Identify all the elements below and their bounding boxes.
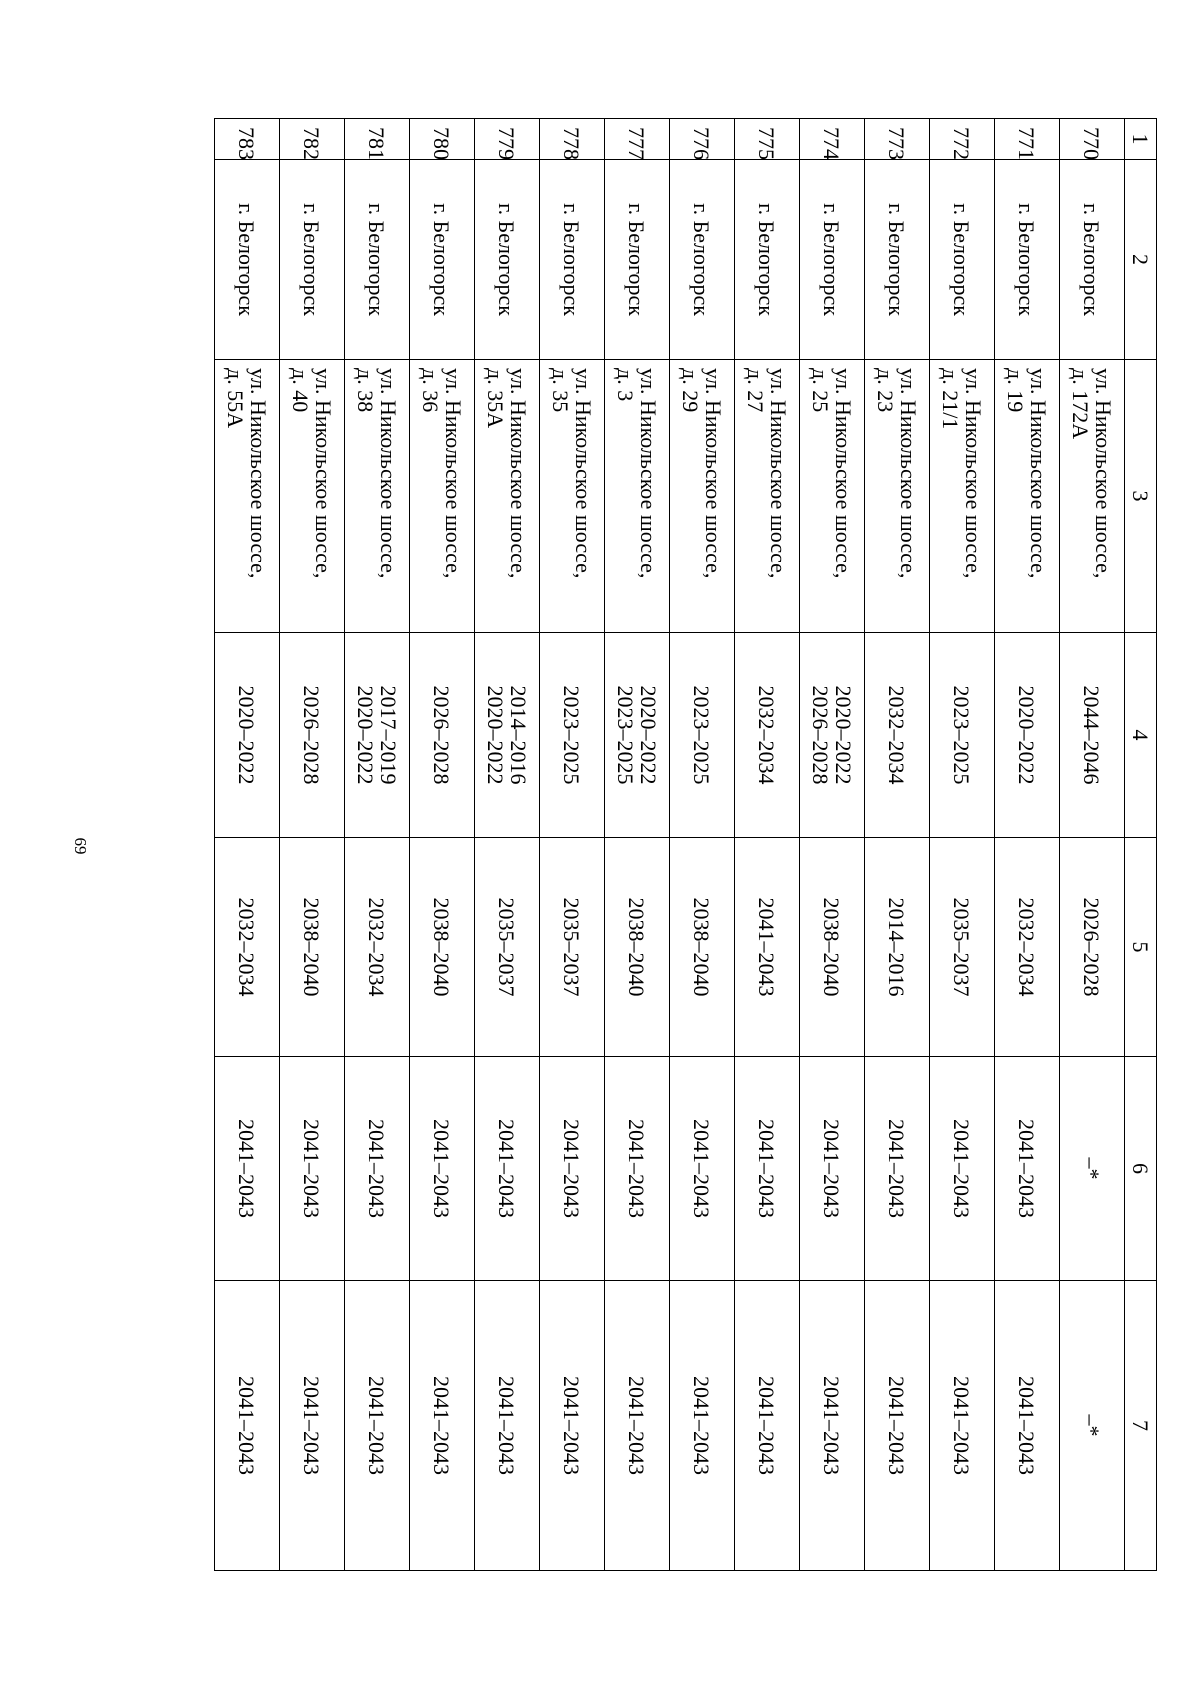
table-row <box>800 119 865 1571</box>
table-row <box>280 119 345 1571</box>
table-cell <box>280 119 345 160</box>
table-cell <box>1060 119 1125 160</box>
table-cell <box>605 1057 670 1281</box>
cell-text: 2041–2043 <box>689 1376 715 1475</box>
table-cell <box>215 838 280 1057</box>
cell-text: ул. Никольское шоссе, <box>961 368 986 579</box>
header-cell: 2 <box>1125 160 1157 360</box>
cell-text: 2038–2040 <box>299 897 325 997</box>
table-row <box>475 119 540 1571</box>
table-cell <box>540 160 605 360</box>
cell-text: ул. Никольское шоссе, <box>1026 368 1051 579</box>
cell-text: д. 25 <box>808 368 833 413</box>
table-cell <box>215 1281 280 1571</box>
cell-text: ул. Никольское шоссе, <box>766 368 791 579</box>
table-cell <box>475 838 540 1057</box>
table-row <box>735 119 800 1571</box>
table-cell <box>475 1281 540 1571</box>
cell-text: 773 <box>884 127 910 160</box>
cell-text: ул. Никольское шоссе, <box>571 368 596 579</box>
table-cell <box>605 1281 670 1571</box>
cell-text: 772 <box>949 127 975 160</box>
table-row <box>410 119 475 1571</box>
table-cell <box>865 1057 930 1281</box>
cell-text: 2041–2043 <box>884 1119 910 1218</box>
table-cell <box>1060 360 1125 633</box>
table-cell <box>345 1281 410 1571</box>
cell-text: 2041–2043 <box>494 1376 520 1475</box>
cell-text: 2020–2022 <box>831 685 856 785</box>
table-cell <box>735 360 800 633</box>
cell-text: 2044–2046 <box>1079 685 1105 785</box>
table-cell <box>995 633 1060 838</box>
cell-text: г. Белогорск <box>364 203 390 316</box>
table-cell <box>1060 1281 1125 1571</box>
table-cell <box>345 633 410 838</box>
table-cell <box>800 1281 865 1571</box>
table-cell <box>280 1057 345 1281</box>
table-cell <box>410 633 475 838</box>
cell-text: 2020–2022 <box>353 685 378 785</box>
cell-text: 2041–2043 <box>949 1119 975 1218</box>
cell-text: 2038–2040 <box>689 897 715 997</box>
table-cell <box>540 360 605 633</box>
cell-text: г. Белогорск <box>624 203 650 316</box>
table-cell <box>410 1057 475 1281</box>
cell-text: 2041–2043 <box>429 1376 455 1475</box>
table-cell <box>605 360 670 633</box>
cell-text: д. 29 <box>678 368 703 413</box>
cell-text: 2032–2034 <box>364 897 390 997</box>
cell-text: 2041–2043 <box>819 1376 845 1475</box>
cell-text: 2026–2028 <box>1079 897 1105 997</box>
cell-text: 2014–2016 <box>506 685 531 785</box>
cell-text: д. 35А <box>483 368 508 429</box>
table-cell <box>670 1057 735 1281</box>
table-cell <box>410 160 475 360</box>
cell-text: г. Белогорск <box>299 203 325 316</box>
cell-text: ул. Никольское шоссе, <box>441 368 466 579</box>
table-cell <box>865 160 930 360</box>
cell-text: 775 <box>754 127 780 160</box>
cell-text: г. Белогорск <box>559 203 585 316</box>
cell-text: 782 <box>299 127 325 160</box>
cell-text: 2041–2043 <box>234 1376 260 1475</box>
table-cell <box>800 360 865 633</box>
cell-text: 2041–2043 <box>234 1119 260 1218</box>
cell-text: 2041–2043 <box>689 1119 715 1218</box>
cell-text: 2041–2043 <box>624 1376 650 1475</box>
cell-text: 2041–2043 <box>299 1119 325 1218</box>
cell-text: 2041–2043 <box>559 1119 585 1218</box>
cell-text: 2017–2019 <box>376 685 401 785</box>
cell-text: ул. Никольское шоссе, <box>831 368 856 579</box>
cell-text: 2032–2034 <box>754 685 780 785</box>
table-cell <box>995 1281 1060 1571</box>
cell-text: д. 172А <box>1068 368 1093 440</box>
table-cell <box>540 633 605 838</box>
table-cell <box>1060 1057 1125 1281</box>
cell-text: 2038–2040 <box>429 897 455 997</box>
cell-text: 2035–2037 <box>494 897 520 997</box>
cell-text: 2041–2043 <box>624 1119 650 1218</box>
cell-text: 2035–2037 <box>559 897 585 997</box>
cell-text: –* <box>1079 1157 1105 1180</box>
table-cell <box>280 160 345 360</box>
cell-text: 2026–2028 <box>429 685 455 785</box>
table-cell <box>1060 838 1125 1057</box>
cell-text: 2041–2043 <box>949 1376 975 1475</box>
cell-text: 2020–2022 <box>636 685 661 785</box>
header-cell: 7 <box>1125 1281 1157 1571</box>
cell-text: 2026–2028 <box>808 685 833 785</box>
cell-text: 2035–2037 <box>949 897 975 997</box>
table-cell <box>865 360 930 633</box>
cell-text: д. 21/1 <box>938 368 963 430</box>
header-cell: 3 <box>1125 360 1157 633</box>
cell-text: 2020–2022 <box>483 685 508 785</box>
table-cell <box>995 160 1060 360</box>
cell-text: 770 <box>1079 127 1105 160</box>
table-cell <box>540 838 605 1057</box>
cell-text: д. 38 <box>353 368 378 413</box>
cell-text: д. 55А <box>223 368 248 429</box>
table-cell <box>215 1057 280 1281</box>
cell-text: –* <box>1079 1414 1105 1437</box>
table-cell <box>865 838 930 1057</box>
table-cell <box>215 160 280 360</box>
cell-text: 2041–2043 <box>754 1376 780 1475</box>
table-cell <box>280 360 345 633</box>
cell-text: 2032–2034 <box>884 685 910 785</box>
cell-text: 2041–2043 <box>299 1376 325 1475</box>
table-cell <box>475 1057 540 1281</box>
cell-text: 2041–2043 <box>364 1119 390 1218</box>
cell-text: г. Белогорск <box>689 203 715 316</box>
cell-text: г. Белогорск <box>1014 203 1040 316</box>
table-cell <box>735 1057 800 1281</box>
cell-text: ул. Никольское шоссе, <box>246 368 271 579</box>
table-cell <box>930 838 995 1057</box>
table-cell <box>1060 633 1125 838</box>
cell-text: 2020–2022 <box>1014 685 1040 785</box>
cell-text: д. 27 <box>743 368 768 413</box>
cell-text: 2023–2025 <box>949 685 975 785</box>
cell-text: г. Белогорск <box>429 203 455 316</box>
table-cell <box>280 633 345 838</box>
table-cell <box>605 119 670 160</box>
cell-text: 776 <box>689 127 715 160</box>
cell-text: 2026–2028 <box>299 685 325 785</box>
cell-text: д. 36 <box>418 368 443 413</box>
table-cell <box>735 838 800 1057</box>
table-cell <box>735 633 800 838</box>
cell-text: д. 23 <box>873 368 898 413</box>
table-cell <box>995 1057 1060 1281</box>
table-row <box>865 119 930 1571</box>
cell-text: ул. Никольское шоссе, <box>311 368 336 579</box>
cell-text: ул. Никольское шоссе, <box>376 368 401 579</box>
cell-text: д. 3 <box>613 368 638 402</box>
table-cell <box>280 1281 345 1571</box>
header-cell: 1 <box>1125 119 1157 160</box>
table-row <box>670 119 735 1571</box>
table-cell <box>345 160 410 360</box>
cell-text: г. Белогорск <box>1079 203 1105 316</box>
cell-text: 2023–2025 <box>559 685 585 785</box>
table-cell <box>670 119 735 160</box>
header-cell: 5 <box>1125 838 1157 1057</box>
cell-text: 2023–2025 <box>613 685 638 785</box>
cell-text: ул. Никольское шоссе, <box>896 368 921 579</box>
page-number: 69 <box>71 837 90 855</box>
table-cell <box>605 838 670 1057</box>
table-row <box>345 119 410 1571</box>
table-cell <box>540 119 605 160</box>
table-cell <box>475 360 540 633</box>
schedule-table <box>214 118 1157 1571</box>
table-cell <box>670 633 735 838</box>
header-cell: 6 <box>1125 1057 1157 1281</box>
table-cell <box>800 119 865 160</box>
table-cell <box>930 360 995 633</box>
cell-text: 780 <box>429 127 455 160</box>
cell-text: 2041–2043 <box>819 1119 845 1218</box>
cell-text: 777 <box>624 127 650 160</box>
cell-text: 2041–2043 <box>754 897 780 997</box>
table-cell <box>735 1281 800 1571</box>
table-cell <box>735 160 800 360</box>
table-cell <box>930 160 995 360</box>
table-cell <box>1060 160 1125 360</box>
cell-text: 771 <box>1014 127 1040 160</box>
table-cell <box>800 633 865 838</box>
table-cell <box>345 119 410 160</box>
cell-text: 2041–2043 <box>1014 1376 1040 1475</box>
table-cell <box>475 633 540 838</box>
table-cell <box>995 119 1060 160</box>
cell-text: 778 <box>559 127 585 160</box>
cell-text: г. Белогорск <box>494 203 520 316</box>
table-row <box>1060 119 1125 1571</box>
table-cell <box>930 1057 995 1281</box>
table-cell <box>345 838 410 1057</box>
table-cell <box>215 360 280 633</box>
table-cell <box>995 360 1060 633</box>
table-cell <box>475 119 540 160</box>
cell-text: 2041–2043 <box>1014 1119 1040 1218</box>
table-cell <box>280 838 345 1057</box>
table-cell <box>410 119 475 160</box>
table-cell <box>540 1281 605 1571</box>
cell-text: 2023–2025 <box>689 685 715 785</box>
table-cell <box>800 1057 865 1281</box>
cell-text: ул. Никольское шоссе, <box>506 368 531 579</box>
table-cell <box>670 838 735 1057</box>
table-cell <box>930 119 995 160</box>
rotated-table-container <box>187 118 1157 1570</box>
cell-text: ул. Никольское шоссе, <box>636 368 661 579</box>
table-cell <box>930 633 995 838</box>
cell-text: 2041–2043 <box>364 1376 390 1475</box>
cell-text: г. Белогорск <box>819 203 845 316</box>
table-row <box>215 119 280 1571</box>
cell-text: 774 <box>819 127 845 160</box>
header-cell: 4 <box>1125 633 1157 838</box>
cell-text: 2032–2034 <box>1014 897 1040 997</box>
cell-text: г. Белогорск <box>949 203 975 316</box>
cell-text: 2041–2043 <box>754 1119 780 1218</box>
table-cell <box>735 119 800 160</box>
table-cell <box>865 119 930 160</box>
table-cell <box>670 1281 735 1571</box>
table-cell <box>800 160 865 360</box>
header-row <box>1125 119 1157 1571</box>
table-cell <box>475 160 540 360</box>
table-row <box>540 119 605 1571</box>
cell-text: 783 <box>234 127 260 160</box>
cell-text: г. Белогорск <box>754 203 780 316</box>
cell-text: 2038–2040 <box>819 897 845 997</box>
cell-text: д. 35 <box>548 368 573 413</box>
cell-text: ул. Никольское шоссе, <box>701 368 726 579</box>
table-cell <box>605 160 670 360</box>
cell-text: 2020–2022 <box>234 685 260 785</box>
cell-text: 2038–2040 <box>624 897 650 997</box>
cell-text: 781 <box>364 127 390 160</box>
table-cell <box>800 838 865 1057</box>
cell-text: д. 40 <box>288 368 313 413</box>
table-cell <box>345 360 410 633</box>
table-cell <box>215 119 280 160</box>
table-cell <box>540 1057 605 1281</box>
table-cell <box>410 838 475 1057</box>
table-cell <box>865 1281 930 1571</box>
table-row <box>605 119 670 1571</box>
cell-text: 779 <box>494 127 520 160</box>
table-cell <box>930 1281 995 1571</box>
table-cell <box>345 1057 410 1281</box>
cell-text: 2041–2043 <box>429 1119 455 1218</box>
table-cell <box>410 1281 475 1571</box>
cell-text: г. Белогорск <box>234 203 260 316</box>
table-row <box>930 119 995 1571</box>
table-row <box>995 119 1060 1571</box>
cell-text: г. Белогорск <box>884 203 910 316</box>
cell-text: 2041–2043 <box>884 1376 910 1475</box>
table-cell <box>670 360 735 633</box>
table-cell <box>865 633 930 838</box>
table-cell <box>215 633 280 838</box>
cell-text: 2032–2034 <box>234 897 260 997</box>
table-cell <box>410 360 475 633</box>
table-cell <box>670 160 735 360</box>
table-cell <box>605 633 670 838</box>
table-cell <box>995 838 1060 1057</box>
cell-text: 2041–2043 <box>494 1119 520 1218</box>
cell-text: 2041–2043 <box>559 1376 585 1475</box>
cell-text: д. 19 <box>1003 368 1028 413</box>
cell-text: ул. Никольское шоссе, <box>1091 368 1116 579</box>
cell-text: 2014–2016 <box>884 897 910 997</box>
